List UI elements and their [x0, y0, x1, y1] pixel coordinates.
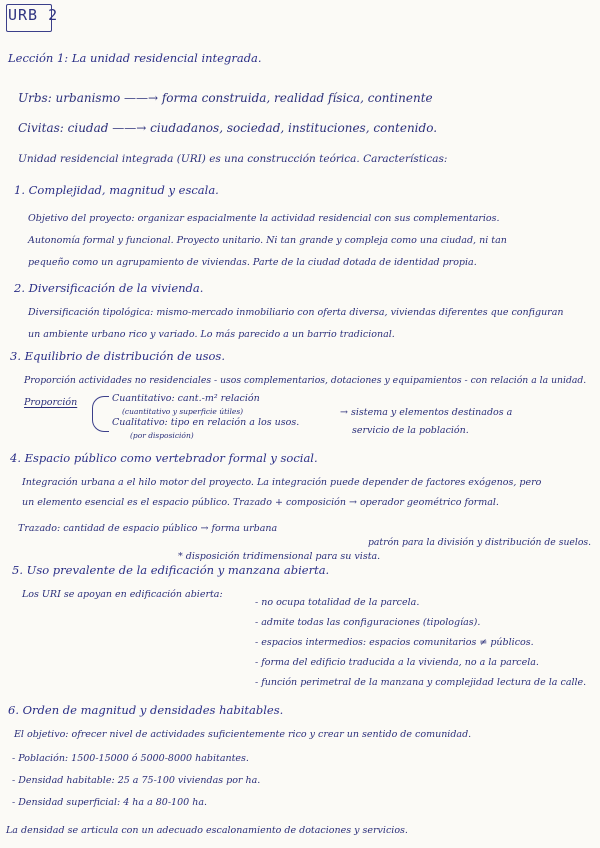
section6-heading: 6. Orden de magnitud y densidades habitables.	[8, 703, 284, 717]
section2-line: Diversificación tipológica: mismo-mercado inmobiliario con oferta diversa, viviendas diferentes que configuran	[28, 307, 564, 318]
section3-line: Proporción actividades no residenciales - usos complementarios, dotaciones y equipamientos - con relación a la unidad.	[24, 375, 587, 386]
section2-heading: 2. Diversificación de la vivienda.	[14, 281, 204, 295]
section1-line: Autonomía formal y funcional. Proyecto unitario. Ni tan grande y compleja como una ciudad, ni tan	[28, 235, 507, 246]
section5-item: - forma del edificio traducida a la vivienda, no a la parcela.	[255, 657, 539, 668]
section3-branch1-note: (cuantitativo y superficie útiles)	[122, 407, 244, 416]
section6-item: - Población: 1500-15000 ó 5000-8000 habitantes.	[12, 753, 249, 764]
section3-branch2: Cualitativo: tipo en relación a los usos.	[112, 417, 300, 428]
section4-note-right: patrón para la división y distribución de suelos.	[368, 537, 592, 548]
section5-item: - no ocupa totalidad de la parcela.	[255, 597, 420, 608]
header-title: URB 2	[8, 6, 59, 24]
section3-label: Proporción	[24, 397, 78, 408]
section6-item: - Densidad habitable: 25 a 75-100 viviendas por ha.	[12, 775, 261, 786]
section6-closing: La densidad se articula con un adecuado escalonamiento de dotaciones y servicios.	[6, 825, 408, 836]
section4-note-left: * disposición tridimensional para su vista.	[178, 551, 381, 562]
section1-heading: 1. Complejidad, magnitud y escala.	[14, 183, 219, 197]
section3-brace	[92, 396, 109, 432]
section3-right2: servicio de la población.	[352, 425, 469, 436]
section2-line: un ambiente urbano rico y variado. Lo más parecido a un barrio tradicional.	[28, 329, 395, 340]
section3-branch2-note: (por disposición)	[130, 431, 194, 440]
section4-line: Integración urbana a el hilo motor del proyecto. La integración puede depender de factores exógenos, pero	[22, 477, 542, 488]
section5-item: - función perimetral de la manzana y complejidad lectura de la calle.	[255, 677, 587, 688]
section1-line: pequeño como un agrupamiento de viviendas. Parte de la ciudad dotada de identidad propia.	[28, 257, 477, 268]
section4-trazado: Trazado: cantidad de espacio público → forma urbana	[18, 523, 278, 534]
section6-line: El objetivo: ofrecer nivel de actividades suficientemente rico y crear un sentido de comunidad.	[14, 729, 472, 740]
definition-civitas: Civitas: ciudad ——→ ciudadanos, sociedad, instituciones, contenido.	[18, 121, 438, 135]
section1-line: Objetivo del proyecto: organizar espacialmente la actividad residencial con sus complementarios.	[28, 213, 500, 224]
section4-heading: 4. Espacio público como vertebrador formal y social.	[10, 451, 318, 465]
section5-heading: 5. Uso prevalente de la edificación y manzana abierta.	[12, 563, 330, 577]
section5-item: - admite todas las configuraciones (tipologías).	[255, 617, 481, 628]
section3-heading: 3. Equilibrio de distribución de usos.	[10, 349, 225, 363]
section4-line: un elemento esencial es el espacio público. Trazado + composición → operador geométrico formal.	[22, 497, 499, 508]
section6-item: - Densidad superficial: 4 ha a 80-100 ha.	[12, 797, 208, 808]
section3-branch1: Cuantitativo: cant.-m² relación	[112, 393, 260, 404]
section3-right1: → sistema y elementos destinados a	[340, 407, 513, 418]
intro-text: Unidad residencial integrada (URI) es una construcción teórica. Características:	[18, 153, 448, 165]
definition-urbs: Urbs: urbanismo ——→ forma construida, realidad física, continente	[18, 91, 433, 105]
lesson-title: Lección 1: La unidad residencial integrada.	[8, 51, 262, 65]
section5-item: - espacios intermedios: espacios comunitarios ≠ públicos.	[255, 637, 534, 648]
section5-intro: Los URI se apoyan en edificación abierta:	[22, 589, 223, 600]
